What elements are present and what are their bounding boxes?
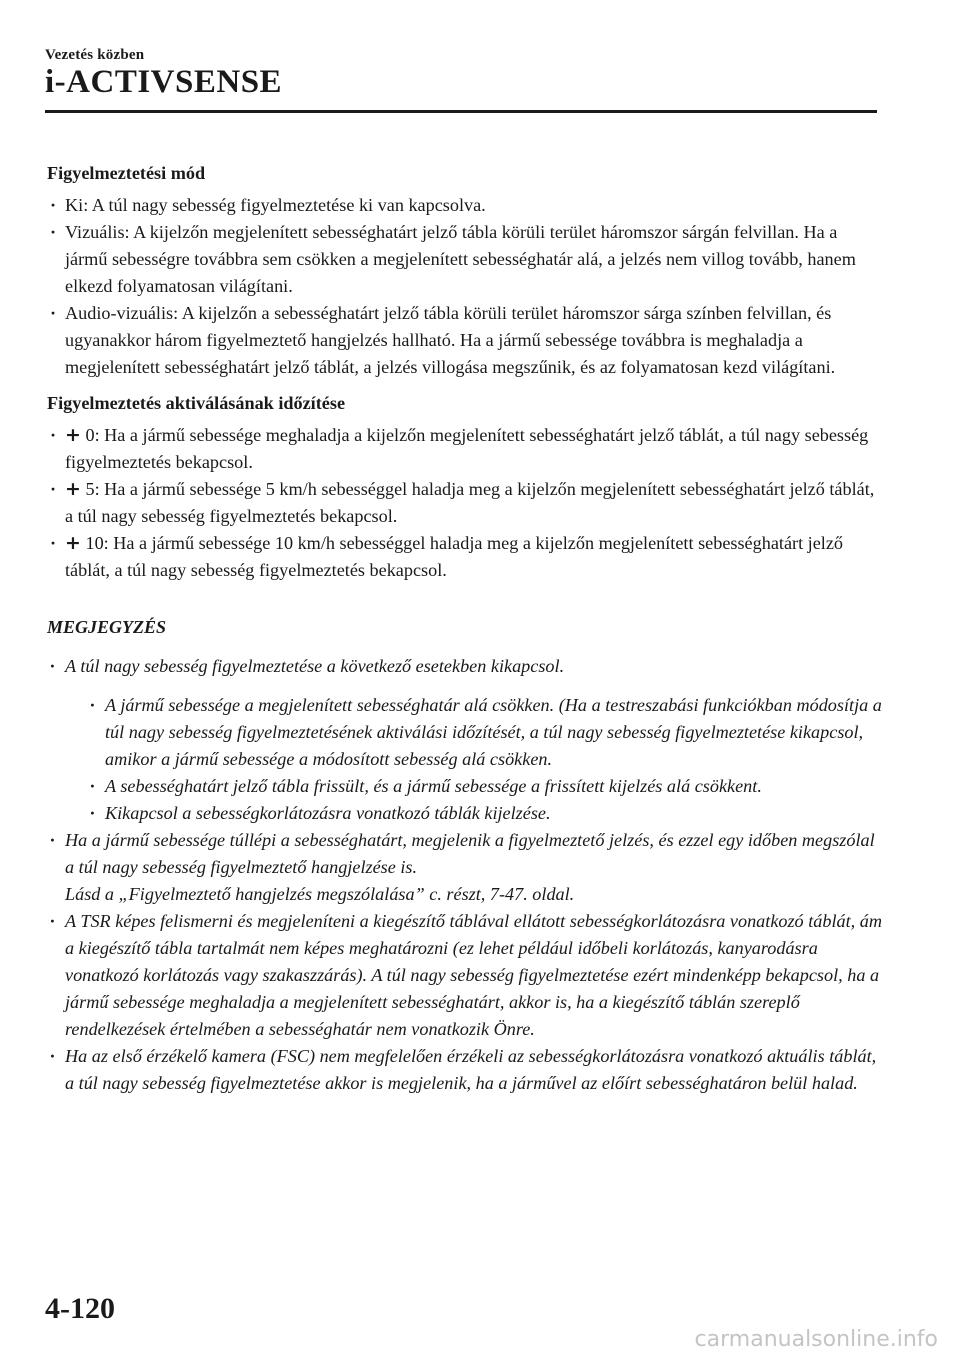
- note-list: [47, 653, 882, 1097]
- list-item: · Audio-vizuális: A kijelzőn a sebességhatárt jelző tábla körüli terület háromszor sárga színben felvillan, és ugyanakkor három figyelmeztető hangjelzés hallható. Ha a jármű sebessége továbbra is meghaladja a megjelenített sebességhatárt jelző táblát, a jelzés villogása megszűnik, és az folyamatosan kezd világítani.: [47, 300, 882, 381]
- timing-text: 10: Ha a jármű sebessége 10 km/h sebességgel haladja meg a kijelzőn megjelenített sebességhatárt jelző táblát, a túl nagy sebesség figyelmeztetés bekapcsol.: [65, 533, 844, 580]
- timing-text: 5: Ha a jármű sebessége 5 km/h sebességgel haladja meg a kijelzőn megjelenített sebességhatárt jelző táblát, a túl nagy sebesség figyelmeztetés bekapcsol.: [65, 479, 875, 526]
- page-title: i-ACTIVSENSE: [45, 64, 283, 100]
- plus-icon: +: [65, 532, 81, 554]
- sub-list-item: · Kikapcsol a sebességkorlátozásra vonatkozó táblák kijelzése.: [65, 800, 882, 827]
- plus-icon: +: [65, 478, 81, 500]
- sub-list-item: · A sebességhatárt jelző tábla frissült, és a jármű sebessége a frissített kijelzés alá csökkent.: [65, 773, 882, 800]
- section-label: Vezetés közben: [45, 47, 145, 63]
- list-item: [47, 476, 882, 530]
- page-number: 4-120: [45, 1292, 115, 1325]
- list-item: [47, 653, 882, 827]
- main-content: [47, 160, 882, 1097]
- activation-timing-heading: Figyelmeztetés aktiválásának időzítése: [47, 393, 346, 413]
- cross-reference: Lásd a „Figyelmeztető hangjelzés megszólalása” c. részt, 7-47. oldal.: [65, 884, 575, 904]
- warning-mode-list: [47, 192, 882, 381]
- list-item: [47, 422, 882, 476]
- activation-timing-list: [47, 422, 882, 584]
- note-title: MEGJEGYZÉS: [47, 617, 167, 637]
- list-item: · Ha az első érzékelő kamera (FSC) nem megfelelően érzékeli az sebességkorlátozásra vonatkozó aktuális táblát, a túl nagy sebesség figyelmeztetése akkor is megjelenik, ha a járművel az előírt sebességhatáron belül halad.: [47, 1043, 882, 1097]
- note-block: [47, 653, 882, 1097]
- note-item-text: A túl nagy sebesség figyelmeztetése a következő esetekben kikapcsol.: [65, 656, 565, 676]
- timing-text: 0: Ha a jármű sebessége meghaladja a kijelzőn megjelenített sebességhatárt jelző táblát, a túl nagy sebesség figyelmeztetés bekapcsol.: [65, 425, 869, 472]
- warning-mode-heading: Figyelmeztetési mód: [47, 163, 206, 183]
- list-item: · Ki: A túl nagy sebesség figyelmeztetése ki van kapcsolva.: [47, 192, 882, 219]
- list-item: · Vizuális: A kijelzőn megjelenített sebességhatárt jelző tábla körüli terület háromszor sárgán felvillan. Ha a jármű sebességre továbbra sem csökken a megjelenített sebességhatár alá, a jelzés nem villog tovább, hanem elkezd folyamatosan világítani.: [47, 219, 882, 300]
- watermark: carmanualsonline.info: [694, 1327, 938, 1352]
- plus-icon: +: [65, 424, 81, 446]
- list-item: [47, 827, 882, 908]
- note-item-text: Ha a jármű sebessége túllépi a sebességhatárt, megjelenik a figyelmeztető jelzés, és ezzel egy időben megszólal a túl nagy sebesség figyelmeztető hangjelzése is.: [65, 830, 875, 877]
- list-item: · A TSR képes felismerni és megjeleníteni a kiegészítő táblával ellátott sebességkorlátozásra vonatkozó táblát, ám a kiegészítő tábla tartalmát nem képes meghatározni (ez lehet például időbeli korlátozás, kanyarodásra vonatkozó korlátozás vagy szakaszzárás). A túl nagy sebesség figyelmeztetése ezért mindenképp bekapcsol, ha a jármű sebessége meghaladja a megjelenített sebességhatárt, akkor is, ha a kiegészítő táblán szereplő rendelkezések értelmében a sebességhatár nem vonatkozik Önre.: [47, 908, 882, 1043]
- sub-list-item: · A jármű sebessége a megjelenített sebességhatár alá csökken. (Ha a testreszabási funkciókban módosítja a túl nagy sebesség figyelmeztetésének aktiválási időzítését, a túl nagy sebesség figyelmeztetése kikapcsol, amikor a jármű sebessége a módosított sebesség alá csökken.: [65, 692, 882, 773]
- list-item: [47, 530, 882, 584]
- header-divider: [45, 110, 877, 113]
- note-sublist: [65, 692, 882, 827]
